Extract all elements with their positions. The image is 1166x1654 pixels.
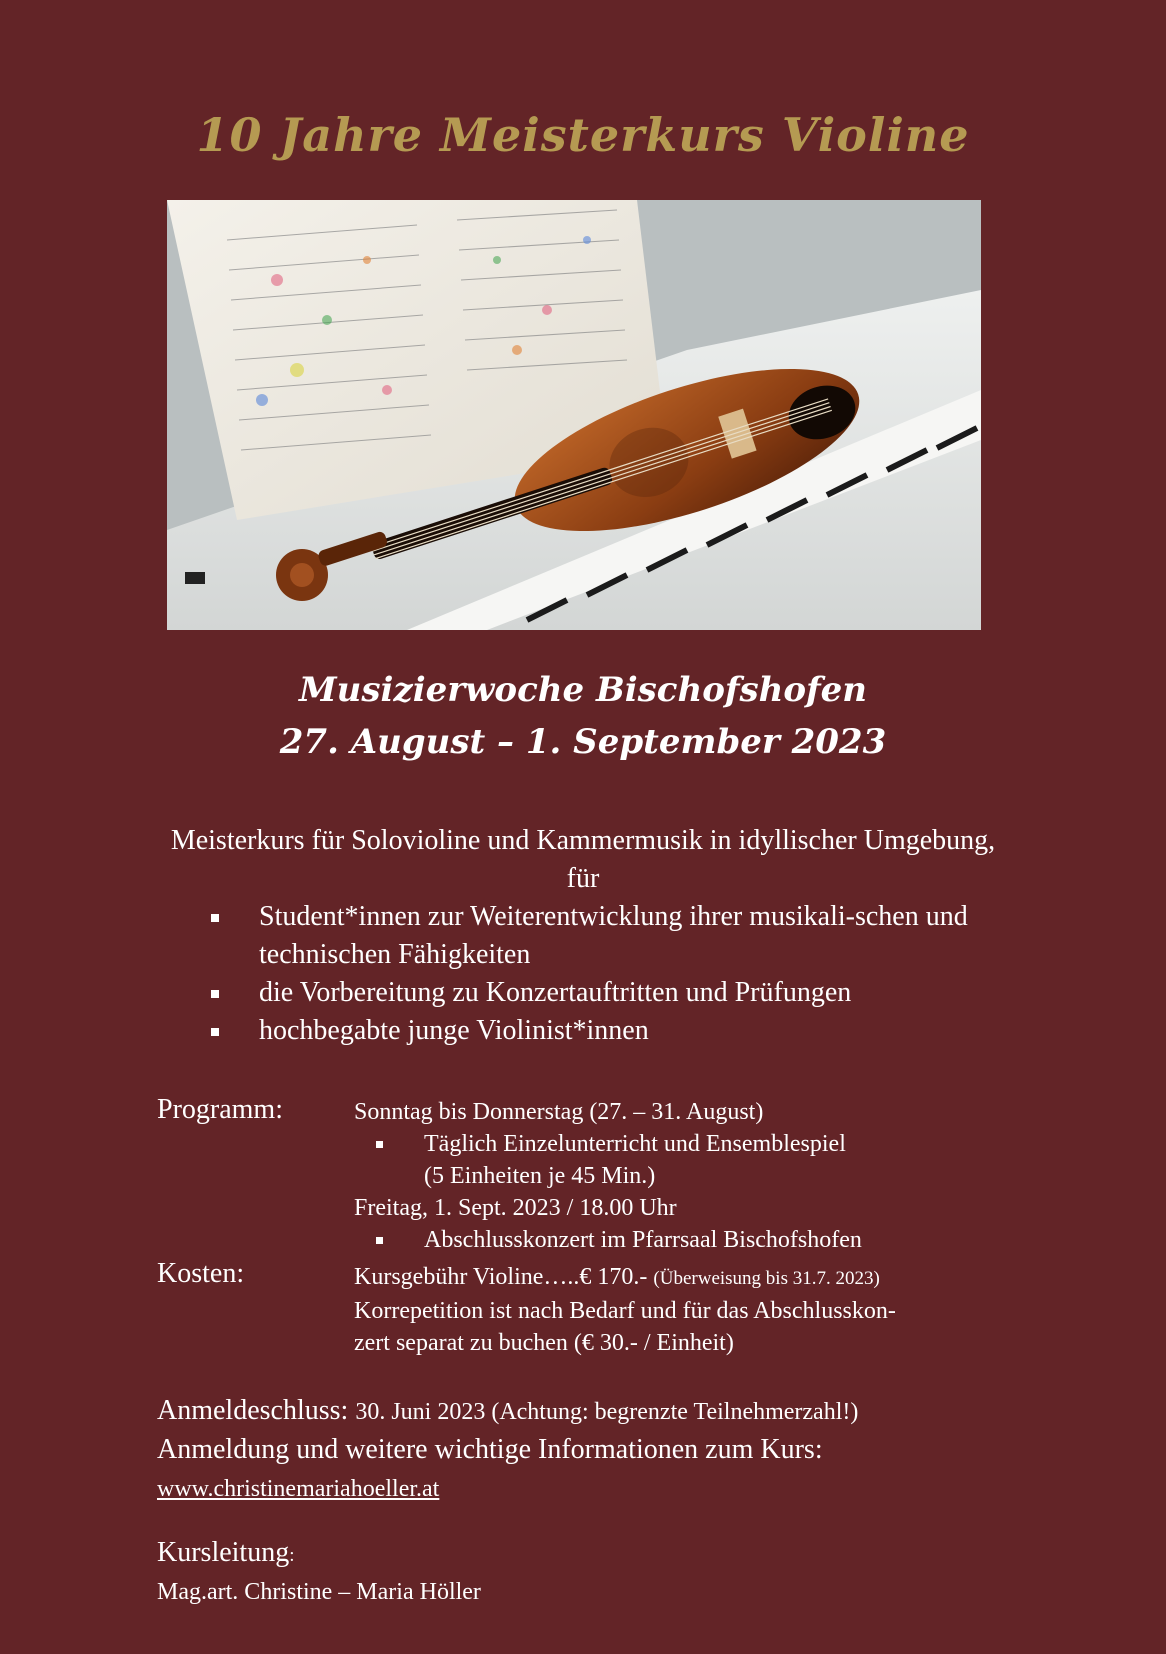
kosten-label: Kosten: [157,1258,245,1289]
course-fee-note: (Überweisung bis 31.7. 2023) [653,1268,880,1289]
programm-item: Täglich Einzelunterricht und Ensemblespiel [354,1128,1014,1160]
deadline-label: Anmeldeschluss: [157,1395,349,1426]
list-item: Student*innen zur Weiterentwicklung ihrer musikali-schen und technischen Fähigkeiten [205,898,1005,974]
course-lead-section [157,1534,857,1609]
registration-section [157,1392,1057,1508]
poster-title: 10 Jahre Meisterkurs Violine [196,108,970,162]
course-lead-name: Mag.art. Christine – Maria Höller [157,1579,481,1605]
programm-details [354,1096,1014,1256]
event-location: Musizierwoche Bischofshofen [298,670,868,710]
website-link[interactable]: www.christinemariahoeller.at [157,1476,440,1502]
programm-days: Sonntag bis Donnerstag (27. – 31. August) [354,1099,764,1125]
programm-concert-date: Freitag, 1. Sept. 2023 / 18.00 Uhr [354,1195,677,1221]
korrepetition-text-cont: zert separat zu buchen (€ 30.- / Einheit) [354,1330,734,1356]
korrepetition-text: Korrepetition ist nach Bedarf und für das Abschlusskon- [354,1298,896,1324]
course-fee: Kursgebühr Violine…..€ 170.- [354,1264,648,1290]
course-lead-label: Kursleitung [157,1537,290,1568]
event-subtitle [0,664,1166,768]
intro-text: Meisterkurs für Solovioline und Kammermusik in idyllischer Umgebung, für [170,825,996,894]
programm-item: Abschlusskonzert im Pfarrsaal Bischofshofen [354,1224,1014,1256]
kosten-details [354,1261,1014,1359]
programm-item-note: (5 Einheiten je 45 Min.) [424,1163,656,1189]
registration-info: Anmeldung und weitere wichtige Informationen zum Kurs: [157,1434,823,1465]
list-item: die Vorbereitung zu Konzertauftritten und Prüfungen [205,974,1005,1012]
programm-label: Programm: [157,1094,283,1125]
course-lead-colon: : [289,1545,295,1566]
target-group-list [205,898,1005,1050]
deadline-value: 30. Juni 2023 (Achtung: begrenzte Teilnehmerzahl!) [355,1399,859,1425]
violin-on-piano-photo [167,200,981,630]
list-item: hochbegabte junge Violinist*innen [205,1012,1005,1050]
event-dates: 27. August – 1. September 2023 [279,722,887,762]
